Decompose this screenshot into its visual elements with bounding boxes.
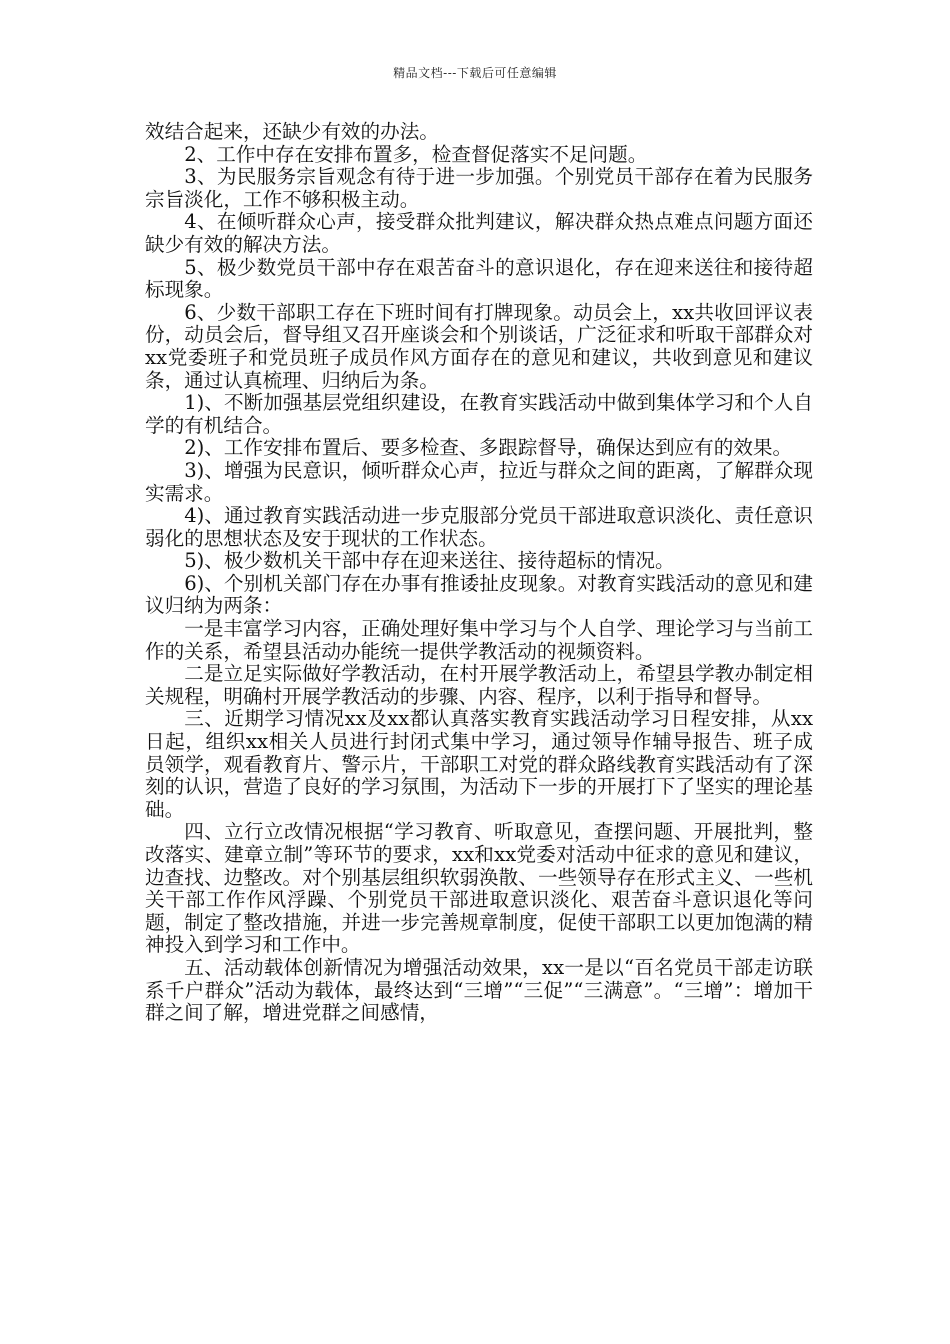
paragraph: 5)、极少数机关干部中存在迎来送往、接待超标的情况。 (184, 549, 675, 573)
paragraph: 4)、通过教育实践活动进一步克服部分党员干部进取意识淡化、责任意识弱化的思想状态及安于现状的工作状态。 (145, 504, 813, 550)
paragraph: 3)、增强为民意识，倾听群众心声，拉近与群众之间的距离，了解群众现实需求。 (145, 458, 813, 505)
paragraph: 效结合起来，还缺少有效的办法。 (145, 120, 439, 143)
paragraph: 二是立足实际做好学教活动，在村开展学教活动上，希望县学教办制定相关规程，明确村开展学教活动的步骤、内容、程序，以利于指导和督导。 (145, 662, 813, 708)
paragraph: 6)、个别机关部门存在办事有推诿扯皮现象。对教育实践活动的意见和建议归纳为两条： (145, 571, 813, 618)
paragraph: 四、立行立改情况根据“学习教育、听取意见，查摆问题、开展批判，整改落实、建章立制”等环节的要求，xx和xx党委对活动中征求的意见和建议，边查找、边整改。对个别基层组织软弱涣散、一些领导存在形式主义、一些机关干部工作作风浮躁、个别党员干部进取意识淡化、艰苦奋斗意识退化等问题，制定了整改措施，并进一步完善规章制度，促使干部职工以更加饱满的精神投入到学习和工作中。 (145, 820, 813, 957)
document-body (145, 121, 813, 1025)
paragraph: 2)、工作安排布置后、要多检查、多跟踪督导，确保达到应有的效果。 (184, 436, 793, 460)
paragraph: 1)、不断加强基层党组织建设，在教育实践活动中做到集体学习和个人自学的有机结合。 (145, 391, 813, 437)
paragraph: 6、少数干部职工存在下班时间有打牌现象。动员会上，xx共收回评议表份，动员会后，督导组又召开座谈会和个别谈话，广泛征求和听取干部群众对xx党委班子和党员班子成员作风方面存在的意见和建议，共收到意见和建议条，通过认真梳理、归纳后为条。 (145, 300, 813, 392)
paragraph: 2、工作中存在安排布置多，检查督促落实不足问题。 (184, 142, 648, 166)
paragraph: 三、近期学习情况xx及xx都认真落实教育实践活动学习日程安排，从xx日起，组织xx相关人员进行封闭式集中学习，通过领导作辅导报告、班子成员领学，观看教育片、警示片，干部职工对党的群众路线教育实践活动有了深刻的认识，营造了良好的学习氛围，为活动下一步的开展打下了坚实的理论基础。 (145, 707, 813, 821)
paragraph: 5、极少数党员干部中存在艰苦奋斗的意识退化，存在迎来送往和接待超标现象。 (145, 255, 813, 302)
paragraph: 4、在倾听群众心声，接受群众批判建议，解决群众热点难点问题方面还缺少有效的解决方法。 (145, 210, 813, 256)
paragraph: 一是丰富学习内容，正确处理好集中学习与个人自学、理论学习与当前工作的关系，希望县活动办能统一提供学教活动的视频资料。 (145, 617, 813, 663)
paragraph: 五、活动载体创新情况为增强活动效果，xx一是以“百名党员干部走访联系千户群众”活动为载体，最终达到“三增”“三促”“三满意”。“三增”：增加干群之间了解，增进党群之间感情， (145, 955, 813, 1025)
page-header: 精品文档---下载后可任意编辑 (393, 66, 557, 80)
paragraph: 3、为民服务宗旨观念有待于进一步加强。个别党员干部存在着为民服务宗旨淡化，工作不够积极主动。 (145, 165, 813, 211)
